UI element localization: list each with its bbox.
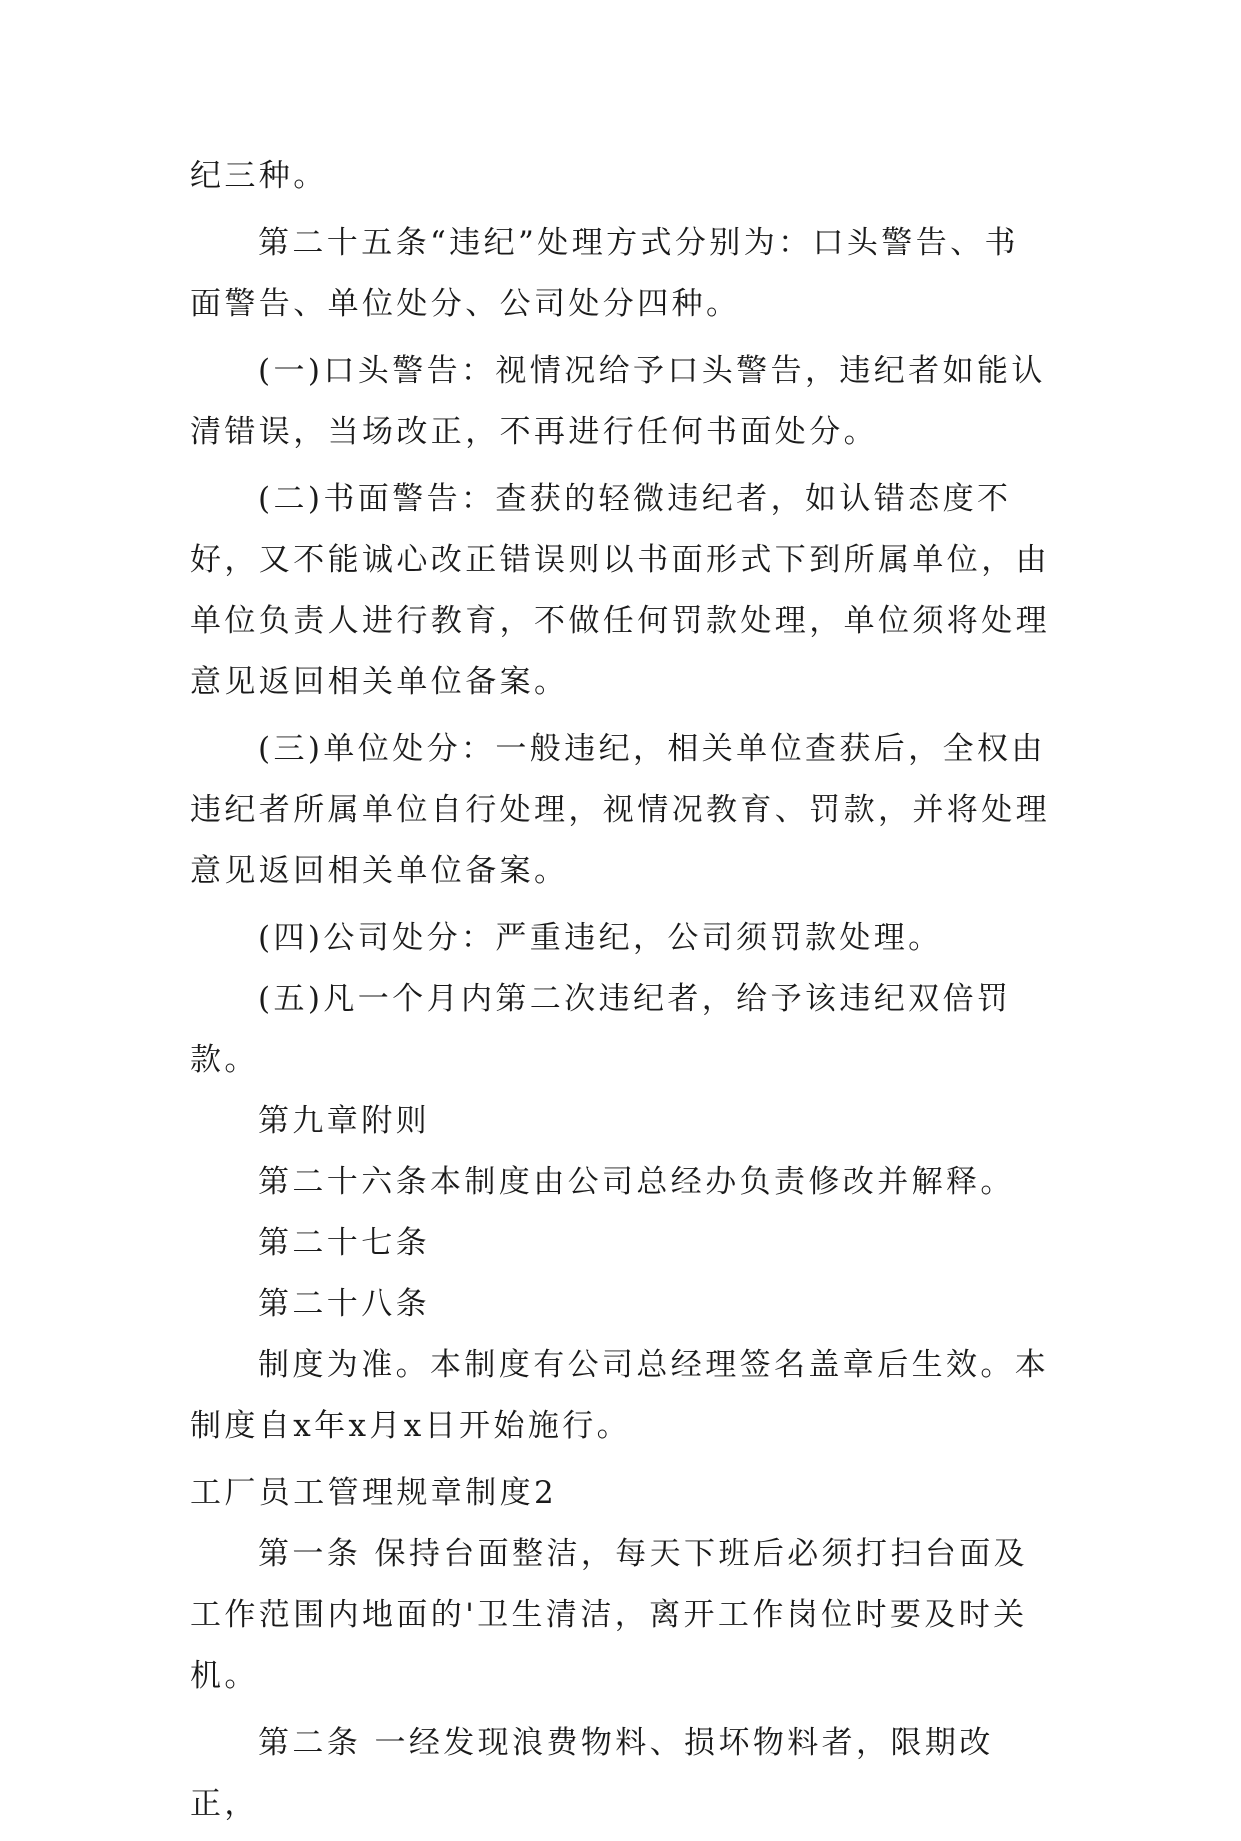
- paragraph-continuation: 纪三种。: [190, 158, 328, 194]
- chapter-heading-appendix: 第九章附则: [258, 1103, 430, 1139]
- paragraph-repeat-offense: (五)凡一个月内第二次违纪者，给予该违纪双倍罚款。: [190, 981, 1012, 1078]
- paragraph-article-25: 第二十五条“违纪”处理方式分别为：口头警告、书面警告、单位处分、公司处分四种。: [190, 225, 1019, 322]
- document-body: [190, 146, 1050, 1841]
- section-title-regulation-2: 工厂员工管理规章制度2: [190, 1475, 558, 1511]
- paragraph-written-warning: (二)书面警告：查获的轻微违纪者，如认错态度不好，又不能诚心改正错误则以书面形式下到所属单位，由单位负责人进行教育，不做任何罚款处理，单位须将处理意见返回相关单位备案。: [190, 481, 1050, 700]
- paragraph-effective-date: 制度为准。本制度有公司总经理签名盖章后生效。本制度自x年x月x日开始施行。: [190, 1347, 1050, 1444]
- paragraph-verbal-warning: (一)口头警告：视情况给予口头警告，违纪者如能认清错误，当场改正，不再进行任何书面处分。: [190, 353, 1046, 450]
- paragraph-article-2: 第二条 一经发现浪费物料、损坏物料者，限期改正，: [190, 1725, 994, 1822]
- paragraph-unit-penalty: (三)单位处分：一般违纪，相关单位查获后，全权由违纪者所属单位自行处理，视情况教育、罚款，并将处理意见返回相关单位备案。: [190, 731, 1050, 889]
- paragraph-article-26: 第二十六条本制度由公司总经办负责修改并解释。: [258, 1164, 1015, 1200]
- paragraph-article-27: 第二十七条: [258, 1225, 430, 1261]
- paragraph-company-penalty: (四)公司处分：严重违纪，公司须罚款处理。: [258, 920, 943, 956]
- paragraph-article-28: 第二十八条: [258, 1286, 430, 1322]
- paragraph-article-1: 第一条 保持台面整洁，每天下班后必须打扫台面及工作范围内地面的'卫生清洁，离开工作岗位时要及时关机。: [190, 1536, 1029, 1694]
